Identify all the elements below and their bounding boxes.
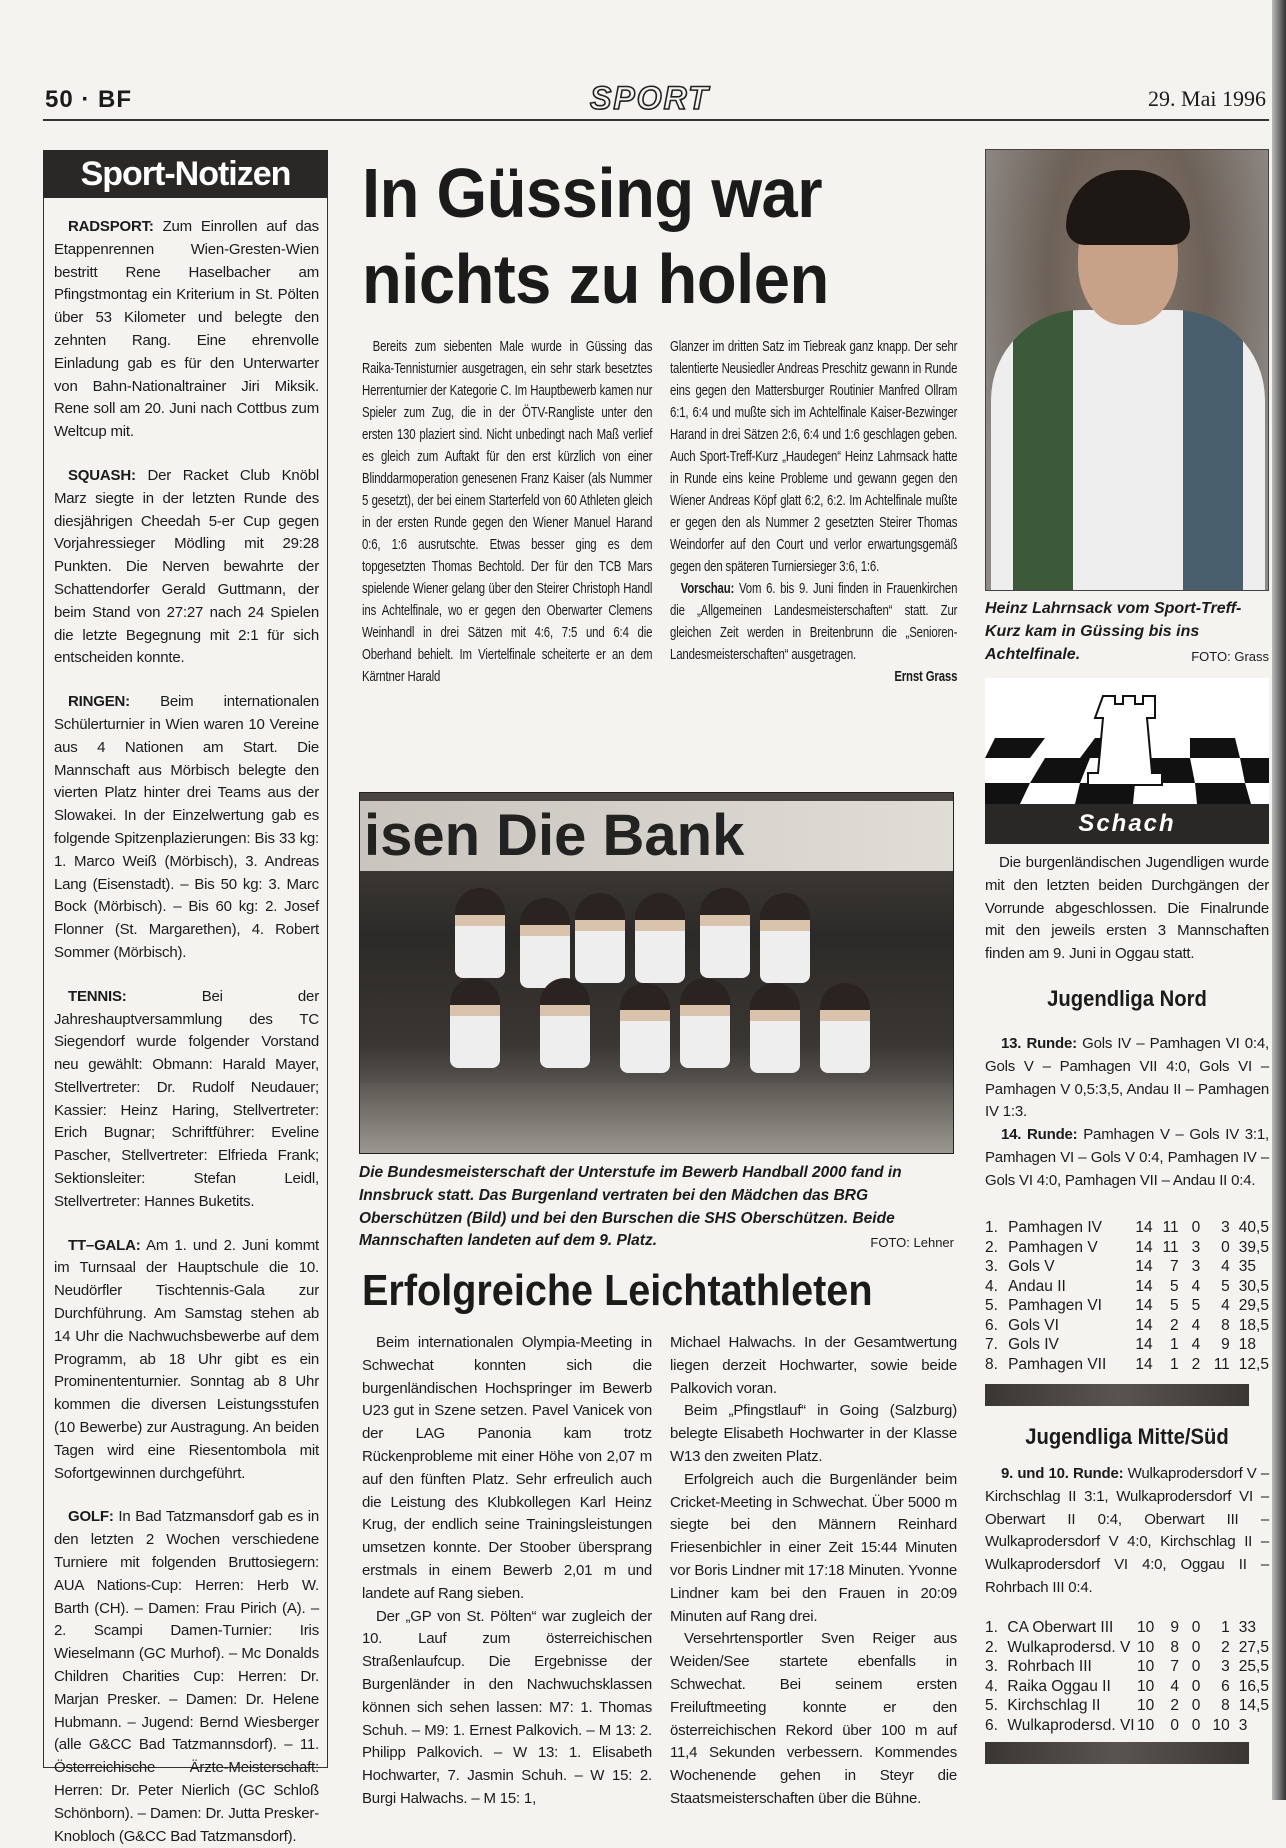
team-cell: Pamhagen IV (1008, 1219, 1102, 1236)
chess-rook-icon (985, 678, 1269, 804)
photo-credit: FOTO: Lehner (870, 1235, 954, 1251)
team-photo (359, 792, 954, 1154)
portrait-caption (985, 597, 1269, 668)
notiz-lead: TT–GALA: (68, 1236, 141, 1254)
person (575, 893, 625, 983)
won-cell: 9 (1170, 1619, 1179, 1636)
headline-line: In Güssing war (362, 154, 823, 232)
drawn-cell: 0 (1191, 1619, 1201, 1636)
notizen-title: Sport-Notizen (43, 150, 328, 198)
won-cell: 11 (1162, 1238, 1179, 1256)
points-cell: 18,5 (1238, 1316, 1269, 1334)
rank-cell: 5. (985, 1697, 998, 1714)
table-row (985, 1218, 1269, 1238)
points-cell: 35 (1238, 1258, 1257, 1275)
won-cell: 7 (1169, 1258, 1179, 1275)
team-cell: CA Oberwart III (1007, 1619, 1114, 1636)
caption-text: Die Bundesmeisterschaft der Unterstufe im Bewerb Handball 2000 fand in Innsbruck statt. Das Burgenland vertraten bei den Mädchen das BRG Oberschützen (Bild) und bei den Burschen die SHS Oberschützen. Beide Mannschaften landeten auf dem 9. Platz. (359, 1164, 902, 1250)
team-cell: Pamhagen V (1008, 1238, 1098, 1256)
notiz-text: Bei der Jahreshauptversammlung des TC Siegendorf wurde folgender Vorstand neu gewählt: Obmann: Harald Mayer, Stellvertreter: Dr. Rudolf Neudauer; Kassier: Heinz Haring, Stellvertreter: Erich Bugnar; Schriftführer: Eveline Pascher, Stellvertreter: Elfrieda Frank; Sektionsleiter: Stefan Leidl, Stellvertreter: Hannes Buketits. (54, 987, 319, 1210)
nord-results (985, 1033, 1269, 1193)
tennis-column-2 (670, 336, 957, 688)
photo-banner: isen Die Bank (360, 801, 953, 871)
paragraph: Bereits zum siebenten Male wurde in Güssing das Raika-Tennisturnier ausgetragen, ein sehr stark besetztes Herrenturnier der Kategorie C. Im Hauptbewerb kamen nur Spieler zum Zug, die in der ÖTV-Rangliste unter den ersten 130 plaziert sind. Nicht unbedingt nach Maß verlief es gleich zum Auftakt für den erst kürzlich von einer Blinddarmoperation genesenen Franz Kaiser (als Nummer 5 gesetzt), der bei einem Starterfeld von 60 Athleten gleich in der ersten Runde gegen den Wiener Manuel Harand 0:6, 1:6 ausrutschte. Etwas besser ging es dem topgesetzten Thomas Bechtold. Der für den TCB Mars spielende Wiener gelang über den Steirer Christoph Handl ins Achtelfinale, wo er gegen den Oberwarter Clemens Weinhandl in drei Sätzen mit 4:6, 7:5 und 6:4 die Oberhand behielt. Im Viertelfinale scheiterte er an dem Kärntner Harald (362, 338, 653, 685)
person (540, 978, 590, 1068)
drawn-cell: 2 (1191, 1355, 1201, 1373)
won-cell: 7 (1170, 1658, 1179, 1675)
table-row (985, 1696, 1269, 1716)
rank-cell: 3. (985, 1258, 998, 1275)
notiz-lead: TENNIS: (68, 987, 127, 1005)
won-cell: 1 (1169, 1336, 1179, 1353)
paragraph (985, 1463, 1269, 1600)
tennis-headline (362, 150, 915, 322)
lost-cell: 3 (1221, 1219, 1230, 1236)
table-row (985, 1657, 1269, 1677)
table-row (985, 1638, 1269, 1658)
lost-cell: 4 (1221, 1258, 1230, 1275)
drawn-cell: 5 (1191, 1297, 1201, 1314)
chess-intro (985, 852, 1269, 966)
person (450, 978, 500, 1068)
table-row (985, 1618, 1269, 1638)
athletics-headline: Erfolgreiche Leichtathleten (362, 1266, 873, 1315)
round-lead: 9. und 10. Runde: (1001, 1465, 1124, 1482)
person (750, 983, 800, 1073)
issue-date: 29. Mai 1996 (1148, 86, 1266, 111)
rank-cell: 3. (985, 1658, 998, 1675)
drawn-cell: 0 (1191, 1716, 1201, 1734)
round-text: Wulkaprodersdorf V – Kirchschlag II 3:1, Wulkaprodersdorf VI – Oberwart II 0:4, Oberwart III – Wulkaprodersdorf V 4:0, Kirchschlag II – Wulkaprodersdorf VI 4:0, Oggau II – Rohrbach III 0:4. (985, 1465, 1269, 1596)
points-cell: 33 (1238, 1619, 1257, 1636)
rank-cell: 5. (985, 1297, 998, 1314)
won-cell: 5 (1169, 1277, 1179, 1295)
portrait-shirt (991, 310, 1265, 591)
drawn-cell: 0 (1191, 1697, 1201, 1714)
drawn-cell: 0 (1191, 1677, 1201, 1695)
person (520, 898, 570, 988)
lost-cell: 1 (1221, 1619, 1230, 1636)
team-cell: Andau II (1008, 1277, 1066, 1295)
played-cell: 10 (1136, 1619, 1155, 1636)
tennis-column-1 (362, 336, 652, 688)
header-rule (43, 119, 1269, 121)
chess-graphic (985, 678, 1269, 844)
person (620, 983, 670, 1073)
won-cell: 2 (1170, 1697, 1179, 1714)
rank-cell: 2. (985, 1638, 998, 1656)
person (700, 888, 750, 978)
table-row (985, 1238, 1269, 1258)
lost-cell: 3 (1221, 1658, 1230, 1675)
paragraph: Der „GP von St. Pölten“ war zugleich der 10. Lauf zum österreichischen Straßenlaufcup. Die Ergebnisse der Burgenländer in den Nachwuchsklassen können sich sehen lassen: M7: 1. Thomas Schuh. – M9: 1. Ernest Palkovich. – M 13: 2. Philipp Palkovich. – W 13: 1. Elisabeth Hochwarter, 7. Jasmin Schuh. – W 15: 2. Burgi Halwachs. – M 15: 1, (362, 1607, 652, 1807)
notiz-item (54, 465, 319, 670)
won-cell: 11 (1162, 1219, 1179, 1236)
lost-cell: 5 (1221, 1277, 1230, 1295)
rank-cell: 1. (985, 1619, 998, 1636)
played-cell: 10 (1136, 1677, 1155, 1695)
author: Ernst Grass (894, 668, 958, 685)
sued-standings-table (985, 1618, 1269, 1735)
played-cell: 10 (1136, 1697, 1155, 1714)
caption-text: Heinz Lahrnsack vom Sport-Treff-Kurz kam in Güssing bis ins Achtelfinale. (985, 600, 1242, 663)
team-cell: Wulkaprodersd. VI (1007, 1716, 1135, 1734)
team-cell: Rohrbach III (1007, 1658, 1092, 1675)
points-cell: 29,5 (1238, 1297, 1269, 1314)
rank-cell: 6. (985, 1716, 998, 1734)
sued-results (985, 1463, 1269, 1600)
notiz-lead: RADSPORT: (68, 218, 154, 235)
won-cell: 2 (1169, 1316, 1179, 1334)
drawn-cell: 4 (1191, 1336, 1201, 1353)
section-title: SPORT (590, 80, 710, 116)
played-cell: 10 (1136, 1638, 1155, 1656)
team-cell: Gols V (1008, 1258, 1055, 1275)
played-cell: 14 (1135, 1277, 1153, 1295)
rank-cell: 7. (985, 1336, 998, 1353)
points-cell: 39,5 (1238, 1238, 1269, 1256)
round-text: Pamhagen V – Gols IV 3:1, Pamhagen VI – Gols V 0:4, Pamhagen IV – Gols VI 4:0, Pamhagen VII – Andau II 0:4. (985, 1126, 1269, 1189)
lost-cell: 2 (1221, 1638, 1230, 1656)
table-row (985, 1716, 1269, 1736)
paragraph (670, 578, 957, 666)
nord-heading: Jugendliga Nord (1047, 986, 1207, 1011)
played-cell: 14 (1135, 1316, 1153, 1334)
notiz-item (54, 216, 319, 444)
table-row (985, 1316, 1269, 1336)
chess-label: Schach (985, 804, 1269, 844)
lost-cell: 4 (1221, 1297, 1230, 1314)
paragraph: Beim „Pfingstlauf“ in Going (Salzburg) belegte Elisabeth Hochwarter in der Klasse W13 den zweiten Platz. (670, 1402, 957, 1465)
lost-cell: 6 (1221, 1677, 1230, 1695)
notiz-text: Der Racket Club Knöbl Marz siegte in der letzten Runde des diesjährigen Cheedah 5-er Cup gegen Vorjahressieger Mödling mit 29:28 Punkten. Die Nerven bewahrte der Schattendorfer Gerald Guttmann, der beim Stand von 27:27 nach 24 Spielen die letzte Begegnung mit 2:1 für sich entscheiden konnte. (54, 466, 319, 667)
person (635, 893, 685, 983)
table-row (985, 1355, 1269, 1375)
lost-cell: 10 (1212, 1716, 1230, 1734)
person (680, 978, 730, 1068)
won-cell: 4 (1170, 1677, 1179, 1695)
paragraph (985, 1124, 1269, 1192)
notizen-column (43, 198, 328, 1845)
paragraph: Die burgenländischen Jugendligen wurde mit den letzten beiden Durchgängen der Vorrunde abgeschlossen. Die Finalrunde mit den jeweils ersten 3 Mannschaften finden am 9. Juni in Oggau statt. (985, 854, 1269, 963)
athletics-column-1 (362, 1332, 652, 1811)
table-row (985, 1277, 1269, 1297)
lost-cell: 11 (1213, 1355, 1230, 1373)
notiz-item (54, 986, 319, 1214)
rank-cell: 8. (985, 1355, 998, 1373)
portrait-hair (1066, 170, 1190, 245)
person (820, 983, 870, 1073)
paragraph: Erfolgreich auch die Burgenländer beim Cricket-Meeting in Schwechat. Über 5000 m siegte bei den Männern Reinhard Friesenbichler in einer Zeit 15:44 Minuten vor Boris Lindner mit 17:18 Minuten. Yvonne Lindner kam bei den Frauen in 20:09 Minuten auf Rang drei. (670, 1470, 957, 1625)
paragraph: Glanzer im dritten Satz im Tiebreak ganz knapp. Der sehr talentierte Neusiedler Andreas Preschitz gewann in Runde eins gegen den Mattersburger Routinier Manfred Ollram 6:1, 6:4 und mußte sich im Achtelfinale Kaiser-Bezwinger Harand in drei Sätzen 2:6, 6:4 und 1:6 geschlagen geben. Auch Sport-Treff-Kurz „Haudegen“ Heinz Lahrnsack hatte in Runde eins keine Probleme und gewann gegen den Wiener Andreas Köpf glatt 6:2, 6:2. Im Achtelfinale mußte er gegen den als Nummer 2 gesetzten Steirer Thomas Weindorfer auf den Court und verlor erwartungsgemäß gegen den späteren Turniersieger 3:6, 1:6. (670, 338, 958, 575)
lost-cell: 9 (1221, 1336, 1230, 1353)
table-row (985, 1296, 1269, 1316)
won-cell: 1 (1169, 1355, 1179, 1373)
team-cell: Pamhagen VII (1008, 1355, 1107, 1373)
played-cell: 10 (1136, 1716, 1155, 1734)
won-cell: 0 (1170, 1716, 1179, 1734)
paragraph: Michael Halwachs. In der Gesamtwertung liegen derzeit Hochwarter, sowie beide Palkovich voran. (670, 1334, 957, 1397)
points-cell: 25,5 (1238, 1658, 1269, 1675)
notiz-text: Am 1. und 2. Juni kommt im Turnsaal der Hauptschule die 10. Neudörfler Tischtennis-Gala zur Durchführung. Am Samstag stehen ab 14 Uhr die Nachwuchsbewerbe auf dem Programm, ab 18 Uhr gibt es ein Prominententurnier. Sonntag ab 8 Uhr kommen die diversen Leistungsstufen (10 Bewerbe) zur Austragung. An beiden Tagen wird eine Riesentombola mit Sofortgewinnen durchgeführt. (54, 1236, 319, 1482)
notiz-text: Beim internationalen Schülerturnier in Wien waren 10 Vereine aus 4 Nationen am Start. Die Mannschaft aus Mörbisch belegte den vierten Platz hinter drei Teams aus der Slowakei. In der Einzelwertung gab es folgende Spitzenplazierungen: Bis 33 kg: 1. Marco Weiß (Mörbisch), 3. Andreas Lang (Eisenstadt). – Bis 50 kg: 3. Marc Bock (Mörbisch). – Bis 60 kg: 2. Josef Flonner (St. Margarethen), 4. Robert Sommer (Mörbisch). (54, 693, 319, 961)
paragraph: Beim internationalen Olympia-Meeting in Schwechat konnten sich die burgenländischen Hochspringer im Bewerb U23 gut in Szene setzen. Pavel Vanicek von der LAG Panonia kam trotz Rückenprobleme mit einer Höhe von 2,07 m auf den fünften Platz. Sehr erfreulich auch die Leistung des Klubkollegen Karl Heinz Krug, der endlich seine Trainingsleistungen umsetzen konnte. Der Stoober übersprang erstmals in einem Bewerb 2,01 m und landete auf Rang sieben. (362, 1334, 652, 1602)
table-row (985, 1677, 1269, 1697)
round-lead: 14. Runde: (1001, 1126, 1078, 1144)
played-cell: 14 (1135, 1355, 1153, 1373)
nord-standings-table (985, 1218, 1269, 1374)
lost-cell: 0 (1221, 1238, 1230, 1256)
team-photo-caption (359, 1162, 954, 1255)
person (455, 888, 505, 978)
drawn-cell: 4 (1191, 1277, 1201, 1295)
played-cell: 14 (1135, 1336, 1153, 1353)
points-cell: 18 (1238, 1336, 1257, 1353)
lost-cell: 8 (1221, 1316, 1230, 1334)
photo-credit: FOTO: Grass (1191, 649, 1269, 664)
paragraph: Versehrtensportler Sven Reiger aus Weiden/See startete ebenfalls in Schwechat. Bei seinem ersten Freiluftmeeting konnte er den österreichischen Rekord über 100 m auf 11,4 Sekunden verbessern. Kommendes Wochenende gehen in Steyr die Staatsmeisterschaften über die Bühne. (670, 1630, 957, 1807)
notiz-lead: GOLF: (68, 1508, 114, 1526)
won-cell: 8 (1170, 1638, 1179, 1656)
points-cell: 12,5 (1238, 1355, 1269, 1373)
drawn-cell: 0 (1191, 1658, 1201, 1675)
points-cell: 30,5 (1238, 1277, 1269, 1295)
round-lead: 13. Runde: (1001, 1035, 1077, 1052)
team-cell: Kirchschlag II (1007, 1697, 1101, 1714)
team-cell: Raika Oggau II (1007, 1677, 1111, 1695)
table-bar (985, 1384, 1249, 1406)
athletics-column-2 (670, 1332, 957, 1811)
rank-cell: 4. (985, 1677, 998, 1695)
preview-lead: Vorschau: (680, 580, 735, 597)
person (760, 893, 810, 983)
played-cell: 14 (1135, 1219, 1153, 1236)
headline-line: nichts zu holen (362, 240, 829, 318)
table-row (985, 1335, 1269, 1355)
paragraph (985, 1033, 1269, 1124)
team-cell: Wulkaprodersd. V (1007, 1638, 1131, 1656)
notiz-text: Zum Einrollen auf das Etappenrennen Wien-Gresten-Wien bestritt Rene Haselbacher am Pfingstmontag ein Kriterium in St. Pölten über 53 Kilometer und belegte den zehnten Rang. Eine ehrenvolle Einladung gab es für den Unterwarter von Bahn-Nationaltrainer Jiri Miksik. Rene soll am 20. Juni nach Cottbus zum Weltcup mit. (54, 218, 319, 441)
table-bar (985, 1742, 1249, 1764)
notiz-lead: SQUASH: (68, 466, 136, 484)
points-cell: 40,5 (1238, 1219, 1269, 1236)
notiz-item (54, 1235, 319, 1486)
points-cell: 16,5 (1238, 1677, 1269, 1695)
played-cell: 14 (1135, 1297, 1153, 1314)
team-cell: Gols IV (1008, 1336, 1059, 1353)
table-row (985, 1257, 1269, 1277)
drawn-cell: 4 (1191, 1316, 1201, 1334)
won-cell: 5 (1169, 1297, 1179, 1314)
notiz-item (54, 1506, 319, 1848)
portrait-photo (985, 149, 1269, 591)
scan-edge (1272, 0, 1286, 1800)
played-cell: 14 (1135, 1258, 1153, 1275)
points-cell: 3 (1238, 1716, 1248, 1734)
played-cell: 10 (1136, 1658, 1155, 1675)
preview-text: Vom 6. bis 9. Juni finden in Frauenkirchen die „Allgemeinen Landesmeisterschaften“ statt. Zur gleichen Zeit werden in Breitenbrunn die „Senioren- Landesmeisterschaften“ ausgetragen. (670, 580, 958, 663)
notiz-item (54, 691, 319, 965)
notiz-lead: RINGEN: (68, 693, 130, 711)
notiz-text: In Bad Tatzmansdorf gab es in den letzten 2 Wochen verschiedene Turniere mit folgenden Bruttosiegern: AUA Nations-Cup: Herren: Herb W. Barth (CH). – Damen: Frau Pirich (A). – 2. Scampi Damen-Turnier: Iris Wieselmann (GC Murhof). – Mc Donalds Children Charities Cup: Herren: Dr. Marjan Presker. – Damen: Dr. Helene Hubmann. – Jugend: Bernd Wiesberger (alle G&CC Bad Tatzmannsdorf). – 11. Österreichische Ärzte-Meisterschaft: Herren: Dr. Peter Nierlich (GC Schloß Schönborn). – Damen: Dr. Jutta Presker-Knobloch (G&CC Bad Tatzmansdorf). (54, 1508, 319, 1845)
photo-floor (360, 1083, 953, 1153)
round-text: Gols IV – Pamhagen VI 0:4, Gols V – Pamhagen VII 4:0, Gols VI – Pamhagen V 0,5:3,5, Andau II – Pamhagen IV 1:3. (985, 1035, 1269, 1121)
page-number: 50 · BF (45, 86, 133, 113)
drawn-cell: 0 (1191, 1219, 1201, 1236)
points-cell: 14,5 (1238, 1697, 1269, 1714)
drawn-cell: 3 (1191, 1238, 1201, 1256)
team-cell: Pamhagen VI (1008, 1297, 1102, 1314)
rank-cell: 1. (985, 1219, 998, 1236)
drawn-cell: 0 (1191, 1638, 1201, 1656)
rank-cell: 2. (985, 1238, 998, 1256)
lost-cell: 8 (1221, 1697, 1230, 1714)
sued-heading: Jugendliga Mitte/Süd (1025, 1424, 1229, 1449)
rank-cell: 4. (985, 1277, 998, 1295)
rank-cell: 6. (985, 1316, 998, 1334)
drawn-cell: 3 (1191, 1258, 1201, 1275)
points-cell: 27,5 (1238, 1638, 1269, 1656)
team-cell: Gols VI (1008, 1316, 1059, 1334)
played-cell: 14 (1135, 1238, 1153, 1256)
